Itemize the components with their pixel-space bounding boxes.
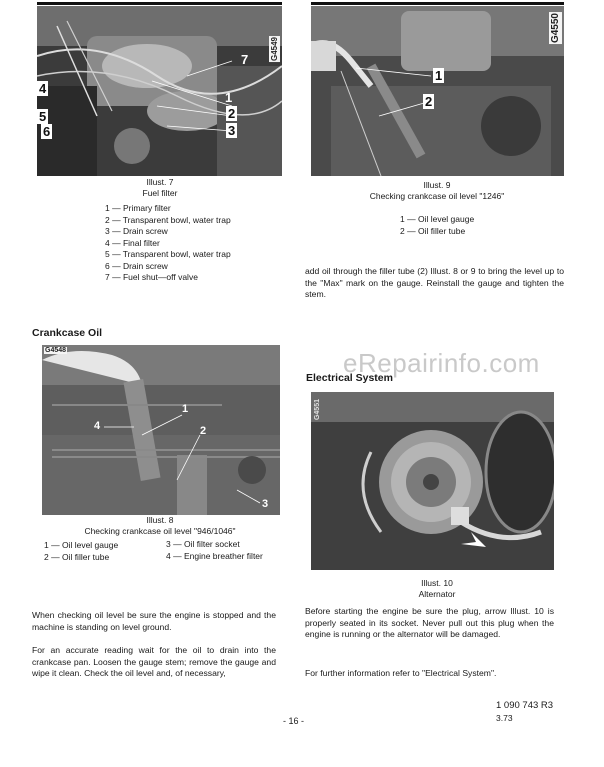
legend-item: 4 — Final filter [105,237,160,248]
right-paragraph-top: add oil through the filler tube (2) Illust. 8 or 9 to bring the level up to the "Max" mark on the gauge. Reinstall the gauge and tighten the stem. [305,266,564,300]
illus7-caption-title: Fuel filter [142,188,178,198]
legend-item: 6 — Drain screw [105,260,168,271]
electrical-system-heading: Electrical System [306,372,393,384]
illus9-legend [400,214,474,237]
legend-item: 4 — Engine breather filter [166,550,263,561]
illus7-legend [105,203,231,284]
legend-item: 1 — Oil level gauge [44,540,119,550]
illus9-caption [337,180,537,202]
photo-code-g4549: G4549 [270,37,279,62]
illus7-caption-number: Illust. 7 [146,177,174,187]
document-number: 1 090 743 R3 [496,700,554,711]
legend-item: 2 — Oil filler tube [44,551,110,562]
illus10-caption-number: Illust. 10 [421,578,453,588]
legend-item: 1 — Primary filter [105,203,171,213]
crankcase-oil-heading: Crankcase Oil [32,327,103,339]
crankcase-1246-photo [311,6,564,176]
legend-item: 5 — Transparent bowl, water trap [105,249,231,259]
legend-item: 1 — Oil level gauge [400,214,475,224]
callout-3: 3 [228,123,236,138]
illus10-caption [337,578,537,600]
callout-1: 1 [435,68,443,83]
illus8-caption-number: Illust. 8 [146,515,174,525]
illus8-legend-right [166,539,263,562]
callout-1: 1 [182,403,189,415]
watermark-text: eRepairinfo.com [343,348,540,378]
illus8-caption-title: Checking crankcase oil level "946/1046" [84,526,236,536]
callout-4: 4 [39,81,47,96]
document-date: 3.73 [496,713,513,723]
callout-4: 4 [94,420,101,432]
fuel-filter-image [37,6,282,176]
page-number: - 16 - [283,716,305,726]
crankcase-946-photo [42,345,280,515]
top-rule-left [37,2,282,5]
callout-7: 7 [241,52,249,67]
left-paragraph-1: When checking oil level be sure the engine is stopped and the machine is standing on level ground. [32,610,276,632]
callout-1: 1 [225,90,233,105]
callout-2: 2 [425,94,433,109]
fuel-filter-photo [37,6,282,176]
illus10-caption-title: Alternator [418,589,456,599]
illus9-caption-number: Illust. 9 [423,180,451,190]
photo-code-g4550: G4550 [550,13,561,44]
illus8-caption [60,515,260,537]
illus9-caption-title: Checking crankcase oil level "1246" [369,191,505,201]
legend-item: 2 — Transparent bowl, water trap [105,214,231,225]
alternator-image [311,392,554,570]
callout-2: 2 [200,425,207,437]
left-paragraph-2: For an accurate reading wait for the oil to drain into the crankcase pan. Loosen the gauge stem; remove the gauge and wipe it clean. Check the oil level and, of necessary, [32,645,276,679]
illus8-legend-left [44,540,118,563]
top-rule-right [311,2,564,5]
legend-item: 3 — Oil filter socket [166,539,240,549]
legend-item: 7 — Fuel shut—off valve [105,272,198,282]
photo-code-g4548: G4548 [45,347,67,354]
photo-code-g4551: G4551 [314,399,321,421]
crankcase-1246-image [311,6,564,176]
callout-6: 6 [43,124,51,139]
right-paragraph-1: Before starting the engine be sure the plug, arrow Illust. 10 is properly seated in its socket. Never pull out this plug when the engine is running or the alternator will be damaged. [305,606,554,640]
callout-2: 2 [228,106,236,121]
illus7-caption [60,177,260,199]
alternator-photo [311,392,554,570]
right-paragraph-2: For further information refer to "Electrical System". [305,668,497,678]
legend-item: 3 — Drain screw [105,226,168,236]
legend-item: 2 — Oil filler tube [400,225,466,236]
crankcase-946-image [42,345,280,515]
callout-3: 3 [262,498,269,510]
callout-5: 5 [39,109,47,124]
